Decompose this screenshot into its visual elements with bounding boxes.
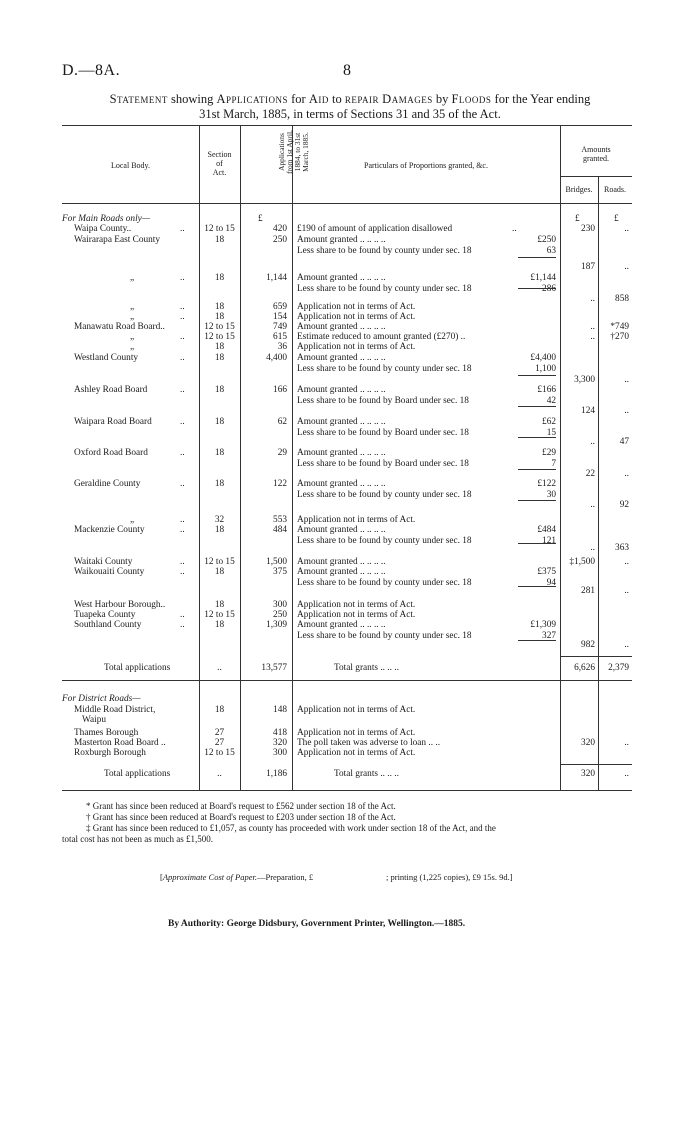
application-amount: 615: [273, 332, 287, 342]
particulars-text: Less share to be found by county under sec. 18: [297, 364, 472, 374]
application-amount: 300: [273, 748, 287, 758]
sum-rule: [518, 406, 556, 407]
particulars-text: Less share to be found by county under sec. 18: [297, 536, 472, 546]
particulars-text: Amount granted .. .. .. ..: [297, 322, 386, 332]
leader-dots: ..: [180, 557, 185, 567]
application-amount: 148: [273, 705, 287, 715]
local-body-name: Geraldine County: [74, 479, 141, 489]
roads-amount: ..: [624, 375, 629, 385]
col-header-section-line: Act.: [212, 168, 227, 177]
sum-rule: [518, 640, 556, 641]
application-amount: 484: [273, 525, 287, 535]
particulars-text: Application not in terms of Act.: [297, 600, 416, 610]
sum-rule: [518, 375, 556, 376]
table-bottom-rule: [62, 790, 632, 791]
local-body-name: Tuapeka County: [74, 610, 136, 620]
bridges-amount: 22: [585, 469, 595, 479]
particulars-text: Amount granted .. .. .. ..: [297, 479, 386, 489]
leader-dots: ..: [180, 448, 185, 458]
section-of-act: 18: [214, 600, 225, 610]
particulars-text: Amount granted .. .. .. ..: [297, 385, 386, 395]
roads-currency: £: [614, 214, 619, 224]
section-of-act: 18: [214, 273, 225, 283]
leader-dots: ..: [180, 515, 185, 525]
roads-amount: 92: [619, 500, 629, 510]
col-header-bridges: Bridges.: [565, 185, 593, 194]
col-header-particulars: Particulars of Proportions granted, &c.: [364, 161, 488, 170]
particulars-amount: £62: [542, 417, 556, 427]
particulars-amount: £250: [537, 235, 556, 245]
section-of-act: 12 to 15: [204, 322, 235, 332]
leader-dots: ..: [180, 224, 185, 234]
footnote-continuation: total cost has not been as much as £1,500.: [62, 834, 213, 844]
application-amount: 250: [273, 235, 287, 245]
particulars-text: Application not in terms of Act.: [297, 748, 416, 758]
bridges-amount: 281: [581, 586, 595, 596]
roads-amount: ..: [624, 224, 629, 234]
particulars-amount: 1,100: [535, 364, 556, 374]
local-body-name: „: [130, 515, 135, 525]
local-body-name: Southland County: [74, 620, 142, 630]
footnote: † Grant has since been reduced at Board's request to £203 under section 18 of the Act.: [86, 812, 396, 822]
application-amount: 1,500: [266, 557, 287, 567]
particulars-amount: 94: [546, 578, 556, 588]
application-amount: 4,400: [266, 353, 287, 363]
title-word: for: [291, 92, 306, 106]
col-header-amounts-line: Amounts: [581, 145, 611, 154]
leader-dots: ..: [180, 620, 185, 630]
application-amount: 1,309: [266, 620, 287, 630]
particulars-text: Amount granted .. .. .. ..: [297, 235, 386, 245]
local-body-name: West Harbour Borough..: [74, 600, 166, 610]
main-total-label: Total applications: [104, 663, 171, 673]
local-body-name: Wairarapa East County: [74, 235, 160, 245]
main-total-applications: 13,577: [261, 663, 287, 673]
bridges-amount: 230: [581, 224, 595, 234]
particulars-text: Less share to be found by county under sec. 18: [297, 246, 472, 256]
section-of-act: 18: [214, 705, 225, 715]
particulars-text: Less share to be found by Board under sec. 18: [297, 459, 469, 469]
section-of-act: 18: [214, 567, 225, 577]
particulars-text: Less share to be found by Board under sec. 18: [297, 428, 469, 438]
title-word: to: [332, 92, 342, 106]
bridges-amount: 982: [581, 640, 595, 650]
local-body-name: Waipara Road Board: [74, 417, 152, 427]
local-body-name: Oxford Road Board: [74, 448, 148, 458]
sum-rule: [518, 500, 556, 501]
application-amount: 166: [273, 385, 287, 395]
statement-subtitle: 31st March, 1885, in terms of Sections 31 and 35 of the Act.: [199, 107, 501, 121]
sum-rule: [518, 469, 556, 470]
particulars-amount: 30: [546, 490, 556, 500]
sum-rule: [518, 257, 556, 258]
particulars-text: Application not in terms of Act.: [297, 515, 416, 525]
particulars-text: Estimate reduced to amount granted (£270) ..: [297, 332, 466, 342]
roads-amount: ..: [624, 406, 629, 416]
local-body-name: Ashley Road Board: [74, 385, 148, 395]
particulars-text: Less share to be found by county under sec. 18: [297, 284, 472, 294]
roads-amount: 363: [615, 543, 629, 553]
roads-amount: ..: [624, 586, 629, 596]
leader-dots: ..: [180, 312, 185, 322]
application-amount: 29: [277, 448, 287, 458]
cost-printing: ; printing (1,225 copies), £9 15s. 9d.]: [386, 872, 513, 882]
bridges-amount: ..: [590, 294, 595, 304]
particulars-text: Less share to be found by county under sec. 18: [297, 490, 472, 500]
sum-rule: [518, 437, 556, 438]
particulars-text: Amount granted .. .. .. ..: [297, 557, 386, 567]
cost-of-paper: [Approximate Cost of Paper.—Preparation, £: [160, 872, 314, 882]
bridges-amount: 124: [581, 406, 595, 416]
roads-amount: ..: [624, 738, 629, 748]
title-word: Floods: [451, 92, 492, 106]
application-amount: 659: [273, 302, 287, 312]
amounts-subheader-rule: [560, 176, 632, 177]
col-header-local-body: Local Body.: [110, 161, 151, 170]
page-number: 8: [343, 62, 351, 79]
application-amount: 62: [277, 417, 287, 427]
local-body-name: Manawatu Road Board..: [74, 322, 165, 332]
bridges-amount: ..: [590, 500, 595, 510]
footnote: * Grant has since been reduced at Board's request to £562 under section 18 of the Act.: [86, 801, 396, 811]
table-top-rule: [62, 125, 632, 126]
district-total-applications: 1,186: [266, 769, 287, 779]
leader-dots: ..: [512, 224, 517, 234]
leader-dots: ..: [180, 417, 185, 427]
particulars-amount: 15: [546, 428, 556, 438]
sum-rule: [518, 543, 556, 544]
particulars-amount: £166: [537, 385, 556, 395]
leader-dots: ..: [180, 332, 185, 342]
section-heading-district-roads: For District Roads—: [62, 694, 141, 704]
particulars-text: Application not in terms of Act.: [297, 610, 416, 620]
particulars-amount: £122: [537, 479, 556, 489]
section-of-act: 18: [214, 448, 225, 458]
particulars-amount: 286: [542, 284, 556, 294]
total-rule: [560, 764, 632, 765]
bridges-amount: ..: [590, 437, 595, 447]
statement-title: [0, 92, 700, 107]
particulars-text: Less share to be found by county under sec. 18: [297, 631, 472, 641]
col-header-amounts-line: granted.: [583, 154, 609, 163]
section-of-act: 18: [214, 353, 225, 363]
total-rule: [560, 656, 632, 657]
local-body-name: Waikouaiti County: [74, 567, 145, 577]
section-of-act: 18: [214, 385, 225, 395]
local-body-name: Waitaki County: [74, 557, 133, 567]
particulars-amount: 42: [546, 396, 556, 406]
local-body-name: „: [130, 302, 135, 312]
section-of-act: 18: [214, 235, 225, 245]
roads-amount: *749: [610, 322, 629, 332]
section-of-act: 18: [214, 525, 225, 535]
particulars-text: £190 of amount of application disallowed: [297, 224, 453, 234]
particulars-text: Amount granted .. .. .. ..: [297, 353, 386, 363]
local-body-name: „: [130, 342, 135, 352]
section-of-act: 32: [214, 515, 225, 525]
title-word: Applications: [216, 92, 289, 106]
bridges-amount: 3,300: [574, 375, 595, 385]
particulars-text: Amount granted .. .. .. ..: [297, 567, 386, 577]
document-reference: D.—8A.: [62, 62, 121, 79]
local-body-name: Mackenzie County: [74, 525, 145, 535]
col-header-applications: Applications from 1st April, 1884, to 31st March, 1885.: [277, 130, 310, 174]
particulars-amount: £1,144: [530, 273, 556, 283]
local-body-name: „: [130, 312, 135, 322]
title-word: Damages: [382, 92, 433, 106]
district-total-bridges: 320: [581, 769, 595, 779]
roads-amount: ..: [624, 640, 629, 650]
application-amount: 300: [273, 600, 287, 610]
particulars-text: The poll taken was adverse to loan .. ..: [297, 738, 441, 748]
particulars-text: Application not in terms of Act.: [297, 705, 416, 715]
particulars-text: Less share to be found by Board under sec. 18: [297, 396, 469, 406]
section-of-act: 18: [214, 342, 225, 352]
particulars-text: Less share to be found by county under sec. 18: [297, 578, 472, 588]
particulars-amount: 121: [542, 536, 556, 546]
section-of-act: 12 to 15: [204, 332, 235, 342]
particulars-text: Amount granted .. .. .. ..: [297, 525, 386, 535]
particulars-text: Application not in terms of Act.: [297, 728, 416, 738]
bridges-amount: 187: [581, 262, 595, 272]
section-heading-main-roads: For Main Roads only—: [62, 214, 151, 224]
title-word: by: [435, 92, 449, 106]
particulars-text: Application not in terms of Act.: [297, 342, 416, 352]
col-divider: [292, 125, 293, 790]
section-of-act: 12 to 15: [204, 224, 235, 234]
particulars-amount: 63: [546, 246, 556, 256]
bridges-amount: ..: [590, 332, 595, 342]
leader-dots: ..: [180, 610, 185, 620]
leader-dots: ..: [180, 353, 185, 363]
application-amount: 375: [273, 567, 287, 577]
local-body-name: „: [130, 332, 135, 342]
particulars-amount: £484: [537, 525, 556, 535]
local-body-name: Middle Road District,: [74, 705, 156, 715]
application-amount: 154: [273, 312, 287, 322]
particulars-text: Amount granted .. .. .. ..: [297, 620, 386, 630]
leader-dots: ..: [180, 302, 185, 312]
district-total-section-dots: ..: [217, 769, 222, 779]
application-amount: 250: [273, 610, 287, 620]
section-of-act: 18: [214, 312, 225, 322]
sum-rule: [518, 288, 556, 289]
application-amount: 320: [273, 738, 287, 748]
particulars-amount: £375: [537, 567, 556, 577]
main-total-bridges: 6,626: [574, 663, 595, 673]
leader-dots: ..: [180, 567, 185, 577]
section-of-act: 12 to 15: [204, 610, 235, 620]
title-word: repair: [344, 92, 380, 106]
application-amount: 1,144: [266, 273, 287, 283]
leader-dots: ..: [180, 273, 185, 283]
main-total-grants-label: Total grants .. .. ..: [334, 663, 399, 673]
district-total-roads: ..: [624, 769, 629, 779]
local-body-name: Westland County: [74, 353, 139, 363]
application-amount: 122: [273, 479, 287, 489]
bridges-amount: ‡1,500: [569, 557, 595, 567]
section-of-act: 27: [214, 728, 225, 738]
roads-amount: †270: [610, 332, 629, 342]
district-total-grants-label: Total grants .. .. ..: [334, 769, 399, 779]
applications-currency: £: [258, 214, 263, 224]
particulars-amount: £1,309: [530, 620, 556, 630]
particulars-amount: £29: [542, 448, 556, 458]
application-amount: 418: [273, 728, 287, 738]
cost-preparation: —Preparation, £: [256, 872, 314, 882]
section-of-act: 12 to 15: [204, 748, 235, 758]
application-amount: 553: [273, 515, 287, 525]
roads-amount: ..: [624, 557, 629, 567]
particulars-text: Amount granted .. .. .. ..: [297, 417, 386, 427]
leader-dots: ..: [180, 385, 185, 395]
leader-dots: ..: [180, 525, 185, 535]
title-word: Aid: [308, 92, 329, 106]
section-of-act: 27: [214, 738, 225, 748]
bridges-amount: ..: [590, 322, 595, 332]
roads-amount: 858: [615, 294, 629, 304]
cost-label: Approximate Cost of Paper.: [162, 872, 257, 882]
leader-dots: ..: [180, 479, 185, 489]
district-total-label: Total applications: [104, 769, 171, 779]
bridges-amount: 320: [581, 738, 595, 748]
footnote: ‡ Grant has since been reduced to £1,057, as county has proceeded with work under section 18 of the Act, and the: [86, 823, 496, 833]
section-of-act: 18: [214, 417, 225, 427]
section-rule: [62, 680, 632, 681]
particulars-text: Application not in terms of Act.: [297, 312, 416, 322]
local-body-name: Waipa County..: [74, 224, 132, 234]
title-word: for the Year ending: [494, 92, 591, 106]
application-amount: 36: [277, 342, 287, 352]
main-total-roads: 2,379: [608, 663, 629, 673]
application-amount: 749: [273, 322, 287, 332]
bridges-amount: ..: [590, 543, 595, 553]
title-word: showing: [170, 92, 214, 106]
title-word: Statement: [109, 92, 168, 106]
col-header-section-line: Section: [207, 150, 232, 159]
local-body-name: Roxburgh Borough: [74, 748, 146, 758]
main-total-section-dots: ..: [217, 663, 222, 673]
section-of-act: 18: [214, 479, 225, 489]
local-body-name: Thames Borough: [74, 728, 139, 738]
roads-amount: ..: [624, 262, 629, 272]
local-body-name: Waipu: [82, 715, 107, 725]
col-header-amounts: [560, 145, 632, 163]
roads-amount: 47: [619, 437, 629, 447]
printer-authority: By Authority: George Didsbury, Government Printer, Wellington.—1885.: [168, 919, 466, 929]
local-body-name: „: [130, 273, 135, 283]
section-of-act: 18: [214, 302, 225, 312]
bridges-currency: £: [575, 214, 580, 224]
col-header-roads: Roads.: [604, 185, 626, 194]
table-header-rule: [62, 203, 632, 204]
particulars-text: Application not in terms of Act.: [297, 302, 416, 312]
particulars-amount: 327: [542, 631, 556, 641]
col-header-section: [199, 150, 240, 177]
particulars-text: Amount granted .. .. .. ..: [297, 273, 386, 283]
particulars-amount: 7: [551, 459, 556, 469]
roads-amount: ..: [624, 469, 629, 479]
particulars-text: Amount granted .. .. .. ..: [297, 448, 386, 458]
application-amount: 420: [273, 224, 287, 234]
particulars-amount: £4,400: [530, 353, 556, 363]
local-body-name: Masterton Road Board ..: [74, 738, 166, 748]
col-header-section-line: of: [216, 159, 223, 168]
section-of-act: 12 to 15: [204, 557, 235, 567]
sum-rule: [518, 586, 556, 587]
section-of-act: 18: [214, 620, 225, 630]
